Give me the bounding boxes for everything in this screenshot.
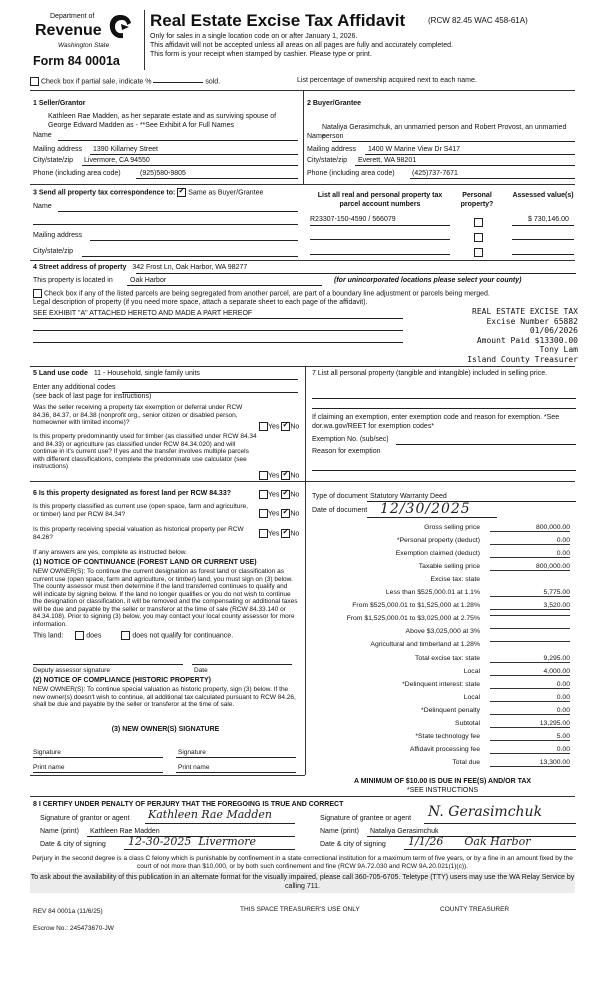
timber-yes-checkbox[interactable] xyxy=(259,471,268,480)
buyer-name-value: Nataliya Gerasimchuk, an unmarried person and Robert Provost, an unmarried person xyxy=(322,124,567,140)
grantee-sig-label: Signature of grantee or agent xyxy=(320,815,412,822)
notice2-body: NEW OWNER(S): To continue special valuation as historic property, sign (3) below. If the new owner(s) doesn't wish to continue, all additional tax calculated pursuant to RCW 84.26, shall be due and payable by the seller or transferor at the time of sale. xyxy=(33,686,296,708)
timber-yes-label: Yes xyxy=(268,472,280,480)
notice1-body: NEW OWNER(S): To continue the current designation as forest land or classification as current use (open space, farm and agriculture, or timber) land, you must sign on (3) below. The county assessor must then determine if the land transferred continues to qualify and will indicate by signing below. If the land no longer qualifies or you do not wish to continue the designation or classification, it will be removed and the compensating or additional taxes will be due and payable by the seller or transferor at the time of sale (RCW 84.33.140 or 84.34.108). Prior to signing (3) below, you may contact your local county assessor for more information. xyxy=(33,568,298,628)
doc-date-value[interactable]: 12/30/2025 xyxy=(380,501,471,517)
sec5-heading: 5 Land use code xyxy=(33,370,88,377)
calc-row-value[interactable] xyxy=(490,628,570,629)
sec4-address-row xyxy=(33,264,247,273)
current-use-yes-checkbox[interactable] xyxy=(259,509,268,518)
segregated-checkbox[interactable] xyxy=(33,289,42,298)
stamp-line-4: Amount Paid $13300.00 xyxy=(476,335,578,345)
current-use-yes-label: Yes xyxy=(268,510,280,518)
seller-city-label: City/state/zip xyxy=(33,157,74,164)
forest-no-label: No xyxy=(290,491,300,499)
if-yes-note: If any answers are yes, complete as instructed below. xyxy=(33,549,187,556)
new-owner-sig-label-1: Signature xyxy=(33,749,61,756)
personal-property-checkbox-2[interactable] xyxy=(474,233,483,242)
buyer-phone-value[interactable]: (425)737-7671 xyxy=(412,170,458,177)
claim-exemption-note: If claiming an exemption, enter exemption code and reason for exemption. *See dor.wa.gov/REET for exemption codes* xyxy=(312,414,560,430)
header-note-3: This form is your receipt when stamped by cashier. Please type or print. xyxy=(150,51,372,58)
stamp-line-1: REAL ESTATE EXCISE TAX xyxy=(472,307,578,316)
historic-no-label: No xyxy=(290,530,300,538)
partial-sale-checkbox[interactable] xyxy=(30,77,39,86)
reason-label: Reason for exemption xyxy=(312,448,381,455)
historic-no-checkbox[interactable] xyxy=(281,529,290,538)
alt-format-notice: To ask about the availability of this publication in an alternate format for the visually impaired, please call 360-705-6705. Teletype (TTY) users may use the WA Relay Service by calling 711. xyxy=(30,872,575,893)
buyer-name-label: Name xyxy=(307,133,326,140)
buyer-phone-label: Phone (including area code) xyxy=(307,170,395,177)
add-codes-label: Enter any additional codes xyxy=(33,384,116,391)
uninc-note: (for unincorporated locations please select your county) xyxy=(334,277,522,284)
current-use-no-label: No xyxy=(290,510,300,518)
calc-row-label: Total due xyxy=(452,758,480,766)
deputy-date-label: Date xyxy=(194,667,208,674)
does-checkbox[interactable] xyxy=(75,631,84,640)
historic-yes-checkbox[interactable] xyxy=(259,529,268,538)
calc-row-value[interactable]: 800,000.00 xyxy=(490,563,570,571)
dept-line2: Revenue xyxy=(35,22,102,39)
calc-row xyxy=(310,679,572,691)
calc-row xyxy=(310,705,572,717)
calc-row xyxy=(310,626,572,638)
form-title: Real Estate Excise Tax Affidavit xyxy=(150,11,406,30)
calc-row-value[interactable]: 0.00 xyxy=(490,707,570,715)
wa-logo-icon xyxy=(108,13,132,41)
land-use-code[interactable]: 11 - Household, single family units xyxy=(93,370,200,377)
located-value[interactable]: Oak Harbor xyxy=(130,277,167,284)
grantee-name-label: Name (print) xyxy=(320,828,359,835)
dor-logo xyxy=(30,10,138,68)
sec4-heading: 4 Street address of property xyxy=(33,264,127,271)
grantee-name[interactable]: Nataliya Gerasimchuk xyxy=(370,828,439,835)
calc-row xyxy=(310,731,572,743)
does-label: does xyxy=(86,632,102,640)
calc-row-value[interactable] xyxy=(490,615,570,616)
assessed-value[interactable]: $ 730,146.00 xyxy=(528,216,569,223)
treasurer-use-label: THIS SPACE TREASURER'S USE ONLY xyxy=(240,906,360,913)
calc-row-label: *State technology fee xyxy=(415,732,480,740)
exemption-no-checkbox[interactable] xyxy=(281,422,290,431)
calc-row xyxy=(310,757,572,769)
calc-row-label: From $1,525,000.01 to $3,025,000 at 2.75% xyxy=(346,615,480,623)
calc-row xyxy=(310,613,572,625)
escrow-number: Escrow No.: 245473670-JW xyxy=(33,925,114,932)
calc-row-value[interactable]: 0.00 xyxy=(490,746,570,754)
calc-row-label: Subtotal xyxy=(455,719,480,727)
county-treasurer-label: COUNTY TREASURER xyxy=(440,906,510,913)
does-not-label: does not qualify for continuance. xyxy=(132,632,234,640)
list-pct-note: List percentage of ownership acquired next to each name. xyxy=(297,77,477,84)
calc-row xyxy=(310,561,572,573)
this-land-label: This land: xyxy=(33,632,64,640)
calc-row xyxy=(310,744,572,756)
exhibit-text[interactable]: SEE EXHIBIT "A" ATTACHED HERETO AND MADE A PART HEREOF xyxy=(33,310,253,317)
grantor-date-label: Date & city of signing xyxy=(40,841,106,848)
seller-name-label: Name xyxy=(33,132,52,139)
timber-question: Is this property predominantly used for timber (as classified under RCW 84.34 and 84.33) or agriculture (as classified under RCW 84.34.020) and will continue in it's current use? If yes and the transfer involves multiple parcels with different classifications, complete the predominate use calculator (see instructions) xyxy=(33,433,257,470)
sec3-heading-row xyxy=(33,188,263,198)
grantor-name-label: Name (print) xyxy=(40,828,79,835)
calc-row-value[interactable]: 4,000.00 xyxy=(490,668,570,676)
notice3-heading: (3) NEW OWNER(S) SIGNATURE xyxy=(111,726,220,733)
seller-phone-label: Phone (including area code) xyxy=(33,170,121,177)
this-land-row xyxy=(33,631,298,641)
calc-row xyxy=(310,522,572,534)
exemption-no-label: Exemption No. (sub/sec) xyxy=(312,436,389,443)
calc-row xyxy=(310,639,572,651)
grantor-date-city[interactable]: 12-30-2025 Livermore xyxy=(128,835,257,848)
located-label: This property is located in xyxy=(33,277,113,284)
header-note-1: Only for sales in a single location code on or after January 1, 2026. xyxy=(150,33,358,40)
stamp-line-6: Island County Treasurer xyxy=(467,354,578,364)
sec3-heading: 3 Send all property tax correspondence to: xyxy=(33,189,176,197)
forest-yes-checkbox[interactable] xyxy=(259,490,268,499)
grantor-sig-label: Signature of grantor or agent xyxy=(40,815,130,822)
partial-sale-label: Check box if partial sale, indicate % xyxy=(40,78,152,86)
doc-type-value[interactable]: Statutory Warranty Deed xyxy=(370,493,447,500)
grantee-date-label: Date & city of signing xyxy=(320,841,386,848)
treasurer-stamp xyxy=(408,307,578,364)
legal-desc-label: Legal description of property (if you need more space, attach a separate sheet to each page of the affidavit). xyxy=(33,299,368,306)
calc-row-value[interactable]: 5,775.00 xyxy=(490,589,570,597)
calc-row-value[interactable]: 0.00 xyxy=(490,550,570,558)
new-owner-print-label-1: Print name xyxy=(33,764,65,771)
parcel-col-header: List all real and personal property tax parcel account numbers xyxy=(317,192,443,208)
calc-row-value[interactable]: 5.00 xyxy=(490,733,570,741)
calc-row-value[interactable]: 13,295.00 xyxy=(490,720,570,728)
dept-line1: Department of xyxy=(50,13,95,20)
exemption-yes-label: Yes xyxy=(268,423,280,431)
personal-col-header: Personal property? xyxy=(460,192,494,208)
see-instructions: *SEE INSTRUCTIONS xyxy=(406,787,479,794)
calc-row-label: *Delinquent interest: state xyxy=(402,680,480,688)
sec3-name-label: Name xyxy=(33,203,52,210)
calc-row-label: Local xyxy=(463,693,480,701)
exemption-no-label: No xyxy=(290,423,300,431)
stamp-line-5: Tony Lam xyxy=(539,345,578,354)
calc-row-value[interactable]: 3,520.00 xyxy=(490,602,570,610)
form-number: Form 84 0001a xyxy=(33,54,120,68)
sec3-city-label: City/state/zip xyxy=(33,248,74,255)
calc-row-label: Local xyxy=(463,667,480,675)
header-note-2: This affidavit will not be accepted unless all areas on all pages are fully and accurately completed. xyxy=(150,42,453,49)
calc-row-label: Above $3,025,000 at 3% xyxy=(405,628,480,636)
calc-row-value[interactable]: 0.00 xyxy=(490,537,570,545)
does-not-checkbox[interactable] xyxy=(121,631,130,640)
stamp-line-3: 01/06/2026 xyxy=(529,326,578,335)
calc-row-label: *Delinquent penalty xyxy=(421,706,480,714)
grantor-signature[interactable]: Kathleen Rae Madden xyxy=(148,808,272,821)
notice1-heading: (1) NOTICE OF CONTINUANCE (FOREST LAND OR CURRENT USE) xyxy=(33,559,257,566)
new-owner-print-label-2: Print name xyxy=(178,764,210,771)
exemption-yes-checkbox[interactable] xyxy=(259,422,268,431)
calc-row-value[interactable]: 0.00 xyxy=(490,681,570,689)
timber-no-checkbox[interactable] xyxy=(281,471,290,480)
calc-row xyxy=(310,666,572,678)
calc-row xyxy=(310,718,572,730)
calc-row xyxy=(310,653,572,665)
dept-line3: Washington State xyxy=(58,42,110,49)
buyer-city-value[interactable]: Everett, WA 98201 xyxy=(358,157,417,164)
seller-mail-label: Mailing address xyxy=(33,146,83,153)
buyer-heading: 2 Buyer/Grantee xyxy=(307,100,362,107)
forest-no-checkbox[interactable] xyxy=(281,490,290,499)
doc-type-label: Type of document xyxy=(312,493,368,500)
notice2-heading: (2) NOTICE OF COMPLIANCE (HISTORIC PROPERTY) xyxy=(33,677,211,684)
buyer-city-label: City/state/zip xyxy=(307,157,348,164)
land-use-row xyxy=(33,370,200,379)
sold-label: sold. xyxy=(205,78,221,86)
current-use-question: Is this property classified as current use (open space, farm and agriculture, or timber) land per RCW 84.34? xyxy=(33,503,248,518)
buyer-mail-value[interactable]: 1400 W Marine View Dr S417 xyxy=(368,146,461,153)
calc-row-label: Agricultural and timberland at 1.28% xyxy=(370,641,480,649)
calc-row xyxy=(310,574,572,586)
calc-row-label: Excise tax: state xyxy=(430,576,480,584)
sec6-heading: 6 Is this property designated as forest land per RCW 84.33? xyxy=(33,490,231,497)
sec8-heading: 8 I CERTIFY UNDER PENALTY OF PERJURY THAT THE FOREGOING IS TRUE AND CORRECT xyxy=(33,801,344,808)
doc-date-label: Date of document xyxy=(312,507,368,514)
calc-row-label: From $525,000.01 to $1,525,000 at 1.28% xyxy=(352,602,480,610)
current-use-no-checkbox[interactable] xyxy=(281,509,290,518)
minimum-fee-note: A MINIMUM OF $10.00 IS DUE IN FEE(S) AND/OR TAX xyxy=(353,778,532,785)
partial-sale-row xyxy=(30,77,575,87)
calc-row xyxy=(310,692,572,704)
calc-row xyxy=(310,587,572,599)
grantor-name[interactable]: Kathleen Rae Madden xyxy=(90,828,160,835)
seller-heading: 1 Seller/Grantor xyxy=(33,100,86,107)
exemption-question: Was the seller receiving a property tax exemption or deferral under RCW 84.36, 84.37, or 84.38 (nonprofit org., senior citizen or disabled person, homeowner with limited income)? xyxy=(33,404,243,426)
same-as-buyer-label: Same as Buyer/Grantee xyxy=(188,189,264,197)
calc-row xyxy=(310,600,572,612)
historic-yes-label: Yes xyxy=(268,530,280,538)
see-back-label: (see back of last page for instructions) xyxy=(33,393,152,400)
calc-row-label: Taxable selling price xyxy=(418,563,480,571)
grantee-signature[interactable]: N. Gerasimchuk xyxy=(428,804,543,820)
timber-no-label: No xyxy=(290,472,300,480)
personal-property-checkbox-1[interactable] xyxy=(474,218,483,227)
parcel-number[interactable]: R23307-150-4590 / 566079 xyxy=(310,216,396,223)
calc-row xyxy=(310,535,572,547)
assessed-col-header: Assessed value(s) xyxy=(512,192,574,199)
perjury-notice: Perjury in the second degree is a class C felony which is punishable by confinement in a state correctional institution for a maximum term of five years, or by a fine in an amount fixed by the court of not more than $10,000, or by both such confinement and fine (RCW 9A.72.030 and RCW 9A.20.021(1)(c)). xyxy=(32,855,573,870)
sec7-heading: 7 List all personal property (tangible and intangible) included in selling price. xyxy=(312,370,548,377)
calc-row-value[interactable]: 800,000.00 xyxy=(490,524,570,532)
calc-row-value[interactable]: 9,295.00 xyxy=(490,655,570,663)
calc-row-value[interactable]: 0.00 xyxy=(490,694,570,702)
buyer-mail-label: Mailing address xyxy=(307,146,357,153)
stamp-line-2: Excise Number 65882 xyxy=(486,316,578,326)
calc-row-label: Less than $525,000.01 at 1.1% xyxy=(385,589,480,597)
calc-row-value[interactable] xyxy=(490,641,570,642)
seller-mail-value[interactable]: 1390 Killarney Street xyxy=(93,146,158,153)
segregated-label: Check box if any of the listed parcels are being segregated from another parcel, are part of a boundary line adjustment or parcels being merged. xyxy=(43,290,490,298)
historic-question: Is this property receiving special valuation as historical property per RCW 84.26? xyxy=(33,526,244,541)
calc-row-label: Affidavit processing fee xyxy=(409,745,480,753)
seller-name-value: Kathleen Rae Madden, as her separate estate and as surviving spouse of George Edward Madden as - **See Exhibit A for Full Names xyxy=(48,113,277,129)
rev-number: REV 84 0001a (11/6/25) xyxy=(33,908,103,915)
new-owner-sig-label-2: Signature xyxy=(178,749,206,756)
personal-property-checkbox-3[interactable] xyxy=(474,248,483,257)
calc-row-label: Gross selling price xyxy=(424,524,480,531)
calc-row-value[interactable]: 13,300.00 xyxy=(490,759,570,767)
same-as-buyer-checkbox[interactable] xyxy=(177,188,186,197)
calc-row-label: Total excise tax: state xyxy=(415,654,480,662)
sec3-mail-label: Mailing address xyxy=(33,232,83,239)
calc-row-label: *Personal property (deduct) xyxy=(396,537,480,545)
calc-row xyxy=(310,548,572,560)
segregated-row xyxy=(33,289,578,299)
forest-yes-label: Yes xyxy=(268,491,280,499)
calc-row-label: Exemption claimed (deduct) xyxy=(395,550,480,558)
rcw-reference: (RCW 82.45 WAC 458-61A) xyxy=(428,16,528,25)
deputy-sig-label: Deputy assessor signature xyxy=(33,667,110,674)
grantee-date-city[interactable]: 1/1/26 Oak Harbor xyxy=(408,835,531,848)
seller-phone-value[interactable]: (925)580-9805 xyxy=(140,170,186,177)
property-address[interactable]: 342 Frost Ln, Oak Harbor, WA 98277 xyxy=(132,264,248,271)
seller-city-value[interactable]: Livermore, CA 94550 xyxy=(84,157,150,164)
